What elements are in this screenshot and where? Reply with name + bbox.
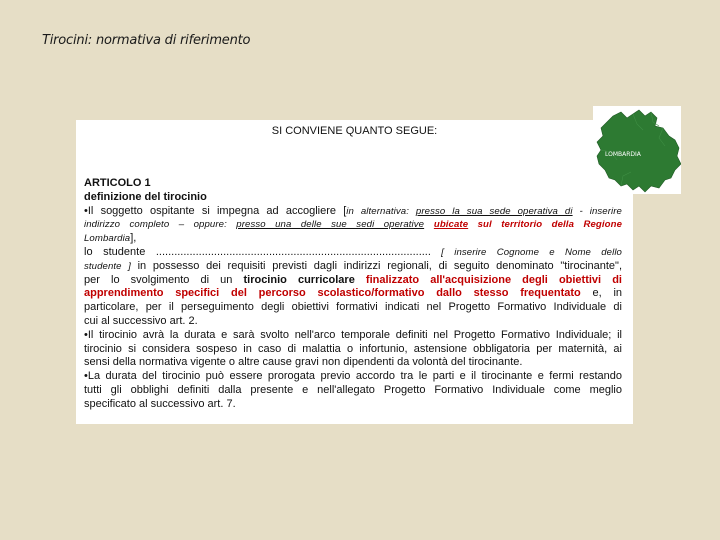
map-icon: [593, 106, 681, 194]
paragraph-line: studente ] in possesso dei requisiti previsti dagli indirizzi regionali, di seguito denominato "tirocinante",: [84, 259, 623, 272]
document-page: [76, 120, 633, 424]
slide-title: Tirocini: normativa di riferimento: [42, 33, 251, 48]
article-number: ARTICOLO 1: [84, 177, 151, 189]
paragraph-line: specificato al successivo art. 7.: [84, 397, 236, 410]
paragraph-line: apprendimento specifici del percorso scolastico/formativo dallo stesso frequentato e, in: [84, 287, 623, 300]
paragraph-line: particolare, per il perseguimento degli obiettivi formativi indicati nel Progetto Formativo Individuale di: [84, 301, 622, 314]
paragraph-line: indirizzo completo – oppure: presso una delle sue sedi operative ubicate sul territorio della Regione: [84, 219, 623, 231]
paragraph-line: sensi della normativa vigente o altre cause gravi non dipendenti da volontà del tirocinante.: [84, 356, 523, 369]
paragraph-line: tirocinio si considera sospeso in caso di malattia o infortunio, astensione obbligatoria per maternità, ai: [84, 342, 622, 355]
paragraph-line: per lo svolgimento di un tirocinio curricolare finalizzato all'acquisizione degli obiettivi di: [84, 273, 622, 286]
paragraph-line: lo studente .......................................................................................... [ inserire Cognome e Nome dello: [84, 245, 622, 258]
paragraph-line: tutti gli obblighi definiti dalla presente e nell'allegato Progetto Formativo Individuale come meglio: [84, 383, 622, 396]
paragraph-line: •Il soggetto ospitante si impegna ad accogliere [in alternativa: presso la sua sede operativa di - inserire: [84, 204, 622, 217]
document-heading: SI CONVIENE QUANTO SEGUE:: [271, 125, 438, 137]
article-title: definizione del tirocinio: [84, 190, 207, 203]
paragraph-line: cui al successivo art. 2.: [84, 314, 198, 327]
paragraph-line: Lombardia],: [84, 232, 137, 245]
article-body: [84, 177, 622, 412]
paragraph-line: •La durata del tirocinio può essere prorogata previo accordo tra le parti e il tirocinante e fermi restando: [84, 370, 622, 383]
lombardia-map: [593, 106, 681, 194]
map-label: LOMBARDIA: [605, 151, 641, 158]
paragraph-line: •Il tirocinio avrà la durata e sarà svolto nell'arco temporale definiti nel Progetto Formativo Individuale; il: [84, 328, 622, 341]
